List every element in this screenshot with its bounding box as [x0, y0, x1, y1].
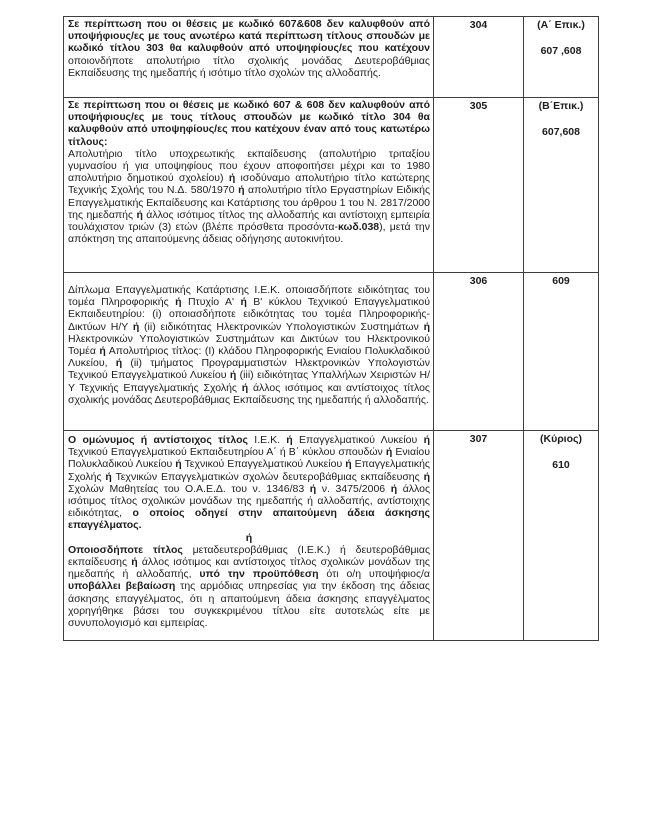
text-run: απολυτήριο τίτλο Εργαστηρίων Ειδικής Επαγγελματικής Εκπαίδευσης και Κατάρτισης του άρθρου 1 του Ν. 2817/2000 της ημεδαπής — [68, 184, 431, 221]
title-code-cell — [434, 17, 524, 98]
bold-text-run: ή — [245, 531, 253, 544]
text-run: άλλος ισότιμος και αντίστοιχος τίτλος σχολικής μονάδας Δευτεροβάθμιας Εκπαίδευσης της ημεδαπής ή αλλοδαπής. — [68, 381, 430, 406]
title-code: 304 — [469, 19, 488, 31]
text-run: άλλος ισότιμος τίτλος σχολικών μονάδων της ημεδαπής ή αλλοδαπής, αντίστοιχης ειδικότητας, — [68, 482, 430, 520]
title-code: 305 — [469, 100, 488, 112]
text-run: ότι ο/η υποψήφιος/α — [318, 568, 430, 581]
title-code-cell — [434, 98, 524, 273]
bold-text-run: ή — [229, 369, 237, 382]
text-run: Σχολών Μαθητείας του Ο.Α.Ε.Δ. του ν. 1346/83 — [68, 482, 310, 495]
qualification-description-cell — [64, 17, 434, 98]
table-row — [64, 273, 599, 431]
text-run: (iii) ειδικότητας Υπαλλήλων Χειριστών Η/Υ Τεχνικής Επαγγελματικής Σχολής — [68, 369, 430, 394]
qualifications-table-body — [64, 17, 599, 641]
table-row — [64, 431, 599, 641]
bold-text-run: ή — [99, 345, 106, 358]
text-run: Ενιαίου Πολυκλαδικού Λυκείου — [68, 446, 430, 471]
bold-text-run: υπό την προϋπόθεση — [199, 568, 319, 581]
title-code-cell — [434, 431, 524, 641]
bold-text-run: ή — [238, 184, 245, 197]
qualifications-table — [63, 16, 599, 641]
text-run: (ii) τμήματος Προγραμματιστών Ηλεκτρονικών Υπολογιστών Τεχνικού Επαγγελματικού Λυκείου — [68, 357, 431, 382]
text-run: ισοδύναμο απολυτήριο τίτλο κατώτερης Τεχνικής Σχολής του Ν.Δ. 580/1970 — [68, 172, 430, 197]
paragraph — [68, 544, 430, 629]
text-run: οποιονδήποτε απολυτήριο τίτλο σχολικής μονάδας Δευτεροβάθμιας Εκπαίδευσης της ημεδαπής ή ισότιμο τίτλο σχολών της αλλοδαπής. — [68, 54, 430, 79]
position-codes-cell — [524, 98, 599, 273]
position-codes: 607,608 — [542, 126, 580, 139]
bold-text-run: ή — [115, 357, 123, 370]
paragraph — [68, 99, 430, 148]
bold-text-run: ή — [136, 208, 143, 221]
bold-text-run: ή — [132, 320, 140, 333]
bold-text-run: ή — [390, 482, 398, 495]
position-codes-cell — [524, 17, 599, 98]
text-run: άλλος ισότιμος τίτλος της αλλοδαπής και αντίστοιχη εμπειρία τουλάχιστον τριών (3) ετών (βλέπε πρόσθετα προσόντα- — [68, 208, 430, 234]
title-code-cell — [434, 273, 524, 431]
text-run: άλλος ισότιμος και αντίστοιχος τίτλος σχολικών μονάδων της ημεδαπής ή αλλοδαπής, — [68, 556, 430, 581]
bold-text-run: ή — [423, 470, 430, 483]
bold-text-run: ή — [385, 446, 393, 459]
text-run: Τεχνικού Επαγγελματικού Εκπαιδευτηρίου Α΄ ή Β΄ κύκλου σπουδών — [68, 446, 386, 459]
qualification-description-cell — [64, 273, 434, 431]
text-run: Απολυτήριο τίτλο υποχρεωτικής εκπαίδευσης (απολυτήριο τριταξίου γυμνασίου ή για υποψηφίους που έχουν αποφοιτήσει μέχρι και το 1980 απολυτήριο δημοτικού σχολείου) — [68, 147, 430, 185]
bold-text-run: Οποιοσδήποτε τίτλος — [68, 543, 183, 556]
bold-text-run: ή — [241, 381, 249, 394]
paragraph — [68, 434, 430, 532]
text-run: Β' κύκλου Τεχνικού Επαγγελματικού Εκπαιδευτηρίου: (i) οποιασδήποτε ειδικότητας του τομέα Πληροφορικής-Δικτύων Η/Υ — [68, 296, 430, 333]
position-codes-cell — [524, 431, 599, 641]
priority-level: (Β΄Επικ.) — [538, 100, 584, 112]
text-run: ν. 3475/2006 — [316, 482, 391, 495]
position-codes: 609 — [552, 275, 570, 287]
bold-text-run: ή — [345, 458, 352, 471]
bold-text-run: υποβάλλει βεβαίωση — [68, 580, 176, 593]
bold-text-run: Σε περίπτωση που οι θέσεις με κωδικό 607&608 δεν καλυφθούν από υποψήφιους/ες με τους ανωτέρω κατά περίπτωση τίτλους σπουδών με κωδικό τίτλου 303 θα καλυφθούν από υποψηφίους/ες που κατέχουν — [68, 18, 430, 55]
text-run: Απολυτήριος τίτλος: (Ι) κλάδου Πληροφορικής Ενιαίου Πολυκλαδικού Λυκείου, — [68, 345, 430, 370]
bold-text-run: Ο ομώνυμος ή αντίστοιχος τίτλος — [68, 434, 248, 446]
text-run: Επαγγελματικής Σχολής — [68, 458, 430, 483]
bold-text-run: ή — [309, 482, 317, 495]
bold-text-run: ή — [286, 434, 293, 446]
text-run: (ii) ειδικότητας Ηλεκτρονικών Υπολογιστικών Συστημάτων — [139, 320, 424, 333]
priority-level: (Α΄ Επικ.) — [537, 19, 585, 31]
position-codes-cell — [524, 273, 599, 431]
bold-text-run: ή — [228, 172, 236, 185]
priority-level: (Κύριος) — [540, 433, 582, 445]
paragraph — [68, 532, 430, 544]
bold-text-run: ή — [131, 556, 138, 569]
paragraph — [68, 18, 430, 79]
position-codes: 610 — [552, 459, 570, 472]
bold-text-run: ή — [105, 470, 112, 483]
bold-text-run: Σε περίπτωση που οι θέσεις με κωδικό 607 & 608 δεν καλυφθούν από υποψήφιους/ες με τους τίτλους σπουδών με κωδικό τίτλο 304 θα καλυφθούν από υποψηφίους/ες που κατέχουν έναν από τους κατωτέρω τίτλους: — [68, 99, 430, 148]
qualification-description-cell — [64, 98, 434, 273]
paragraph — [68, 148, 430, 246]
qualification-description-cell — [64, 431, 434, 641]
table-row — [64, 98, 599, 273]
text-run: Επαγγελματικού Λυκείου — [292, 434, 424, 446]
paragraph — [68, 284, 430, 406]
text-run: Πτυχίο Α' — [181, 296, 241, 309]
position-codes: 607 ,608 — [540, 45, 582, 58]
bold-text-run: ή — [423, 434, 430, 446]
bold-text-run: ή — [423, 320, 430, 333]
bold-text-run: ή — [240, 296, 247, 309]
text-run: Δίπλωμα Επαγγελματικής Κατάρτισης Ι.Ε.Κ. οποιασδήποτε ειδικότητας του τομέα Πληροφορικής — [68, 284, 430, 309]
text-run: Τεχνικών Επαγγελματικών σχολών δευτεροβάθμιας εκπαίδευσης — [111, 470, 424, 483]
title-code: 307 — [469, 433, 488, 445]
bold-text-run: ο οποίος οδηγεί στην απαιτούμενη άδεια άσκησης επαγγέλματος. — [68, 507, 430, 532]
bold-text-run: ή — [175, 296, 182, 309]
title-code: 306 — [469, 275, 488, 287]
text-run: Τεχνικού Επαγγελματικού Λυκείου — [181, 458, 346, 471]
bold-text-run: κωδ.038 — [337, 221, 380, 234]
text-run: Ηλεκτρονικών Υπολογιστικών Συστημάτων και Δικτύων του Ηλεκτρονικού Τομέα — [68, 332, 430, 358]
text-run: Ι.Ε.Κ. — [248, 434, 287, 446]
text-run: μεταδευτεροβάθμιας (Ι.Ε.Κ.) ή δευτεροβάθμιας εκπαίδευσης — [68, 543, 430, 569]
table-row — [64, 17, 599, 98]
bold-text-run: ή — [175, 458, 182, 471]
text-run: της αρμόδιας υπηρεσίας για την έκδοση της άδειας άσκησης επαγγέλματος, ότι η απαιτούμενη άδεια άσκησης επαγγέλματος χορηγήθηκε βάσει του συγκεκριμένου τίτλου είτε αυτοτελώς είτε με συνυπολογισμό και εμπειρίας. — [68, 580, 430, 630]
text-run: ), μετά την απόκτηση της απαιτούμενης άδειας οδήγησης αυτοκινήτου. — [68, 221, 430, 246]
